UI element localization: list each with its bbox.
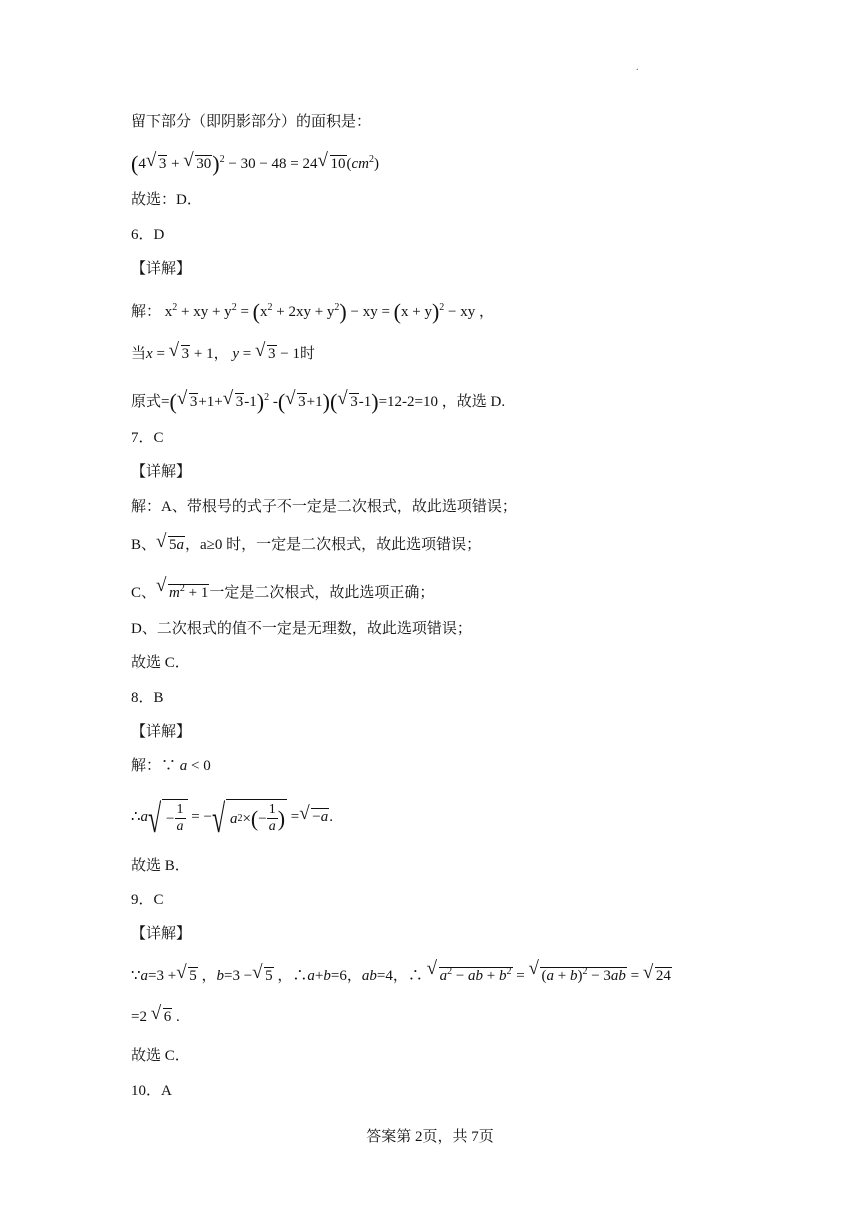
text-line: 留下部分（即阴影部分）的面积是： — [131, 114, 372, 130]
question-number: 9．C — [131, 892, 164, 908]
section-heading: 【详解】 — [131, 464, 192, 480]
equation-simplify: ∴ a √ − $\frac{1}{a}$ = − √ a 2 × ( − $\frac{1}{a}$ ) = √ −a . — [131, 796, 333, 841]
page-footer: 答案第 2页，共 7页 — [366, 1129, 494, 1145]
equation-result: 原式=( √ 3+1+ √ 3-1)$^2$ -( √ 3+1)( √ 3-1)=12-2=10 ，故选 D. — [131, 388, 506, 414]
section-heading: 【详解】 — [131, 261, 192, 277]
option-b: B、 √ 5a，a≥0 时，一定是二次根式，故此选项错误； — [131, 531, 482, 553]
text-line: 故选 C． — [131, 655, 190, 671]
text-label: 当 — [131, 346, 147, 362]
text-label: C、 — [131, 585, 157, 601]
equation-q9-result: =2 √ 6 . — [131, 1003, 180, 1025]
text-line: D、二次根式的值不一定是无理数，故此选项错误； — [131, 621, 472, 637]
text-label: 解： — [131, 758, 162, 774]
header-mark: . — [636, 62, 639, 73]
question-number: 10．A — [131, 1083, 172, 1099]
equation-expand: 解： $x^2$ + xy + $y^2 = (x^2 + 2xy + y^2)$ − xy = $(x + y)^2$ − xy ， — [131, 299, 494, 324]
text-line: 解：A、带根号的式子不一定是二次根式，故此选项错误； — [131, 499, 517, 515]
text-line: 故选 B． — [131, 858, 190, 874]
equation-q9: ∵a=3 + √ 5 ，b=3 − √ 5 ，∴a+b=6，ab=4，∴ √ $a^2$ − ab + $b^2$ = √ $(a + b)^2 - 3ab$ = √ 24 — [131, 958, 671, 984]
text-label: B、 — [131, 537, 157, 553]
equation-given: 解：∵ a < 0 — [131, 758, 211, 774]
section-heading: 【详解】 — [131, 926, 192, 942]
text-line: 故选：D． — [131, 192, 202, 208]
option-c: C、 √ $m^2 + 1$一定是二次根式，故此选项正确； — [131, 575, 435, 601]
equation-area: (4 √ 3 + √ 30)$^2$ − 30 − 48 = 24 √ $10(cm^2)$ — [131, 150, 380, 176]
text-label: ，a≥0 时，一定是二次根式，故此选项错误； — [185, 537, 482, 553]
equation-values: 当x = √ 3 + 1， y = √ 3 − 1时 — [131, 340, 315, 362]
question-number: 7．C — [131, 430, 164, 446]
text-label: 一定是二次根式，故此选项正确； — [209, 585, 435, 601]
text-label: 原式 — [131, 394, 162, 410]
section-heading: 【详解】 — [131, 724, 192, 740]
text-label: 解： — [131, 304, 162, 320]
question-number: 8．B — [131, 690, 164, 706]
question-number: 6．D — [131, 227, 165, 243]
text-line: 故选 C． — [131, 1048, 190, 1064]
